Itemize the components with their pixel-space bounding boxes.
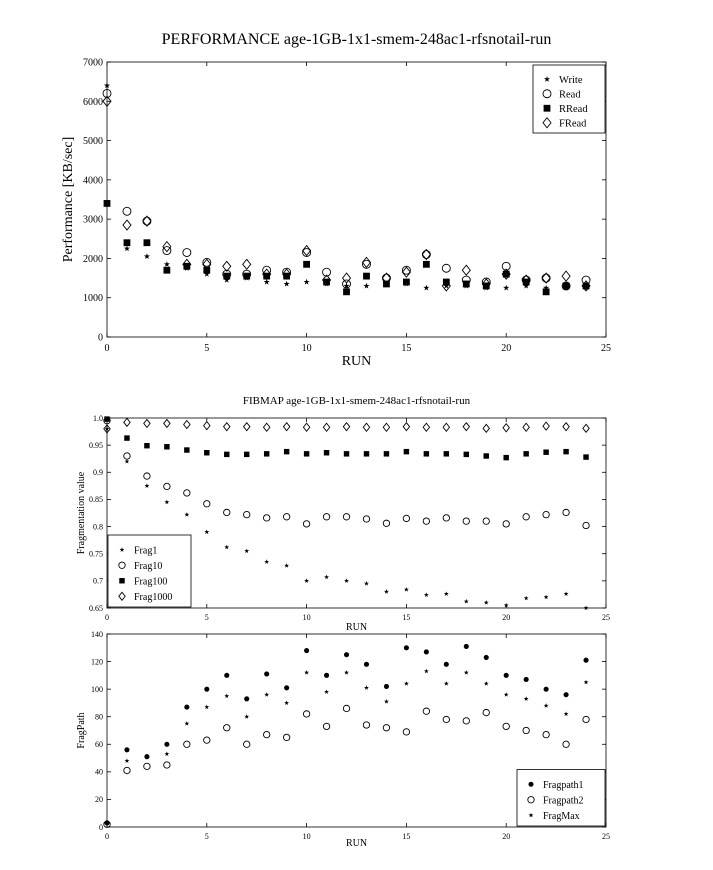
y-tick-label: 100 [91,684,103,694]
data-point [483,424,489,432]
data-point [263,423,269,431]
data-point [463,281,470,288]
data-point [422,251,430,259]
legend-label: RRead [559,103,588,115]
data-point [343,705,349,711]
data-point [464,644,469,649]
data-point [423,423,429,431]
data-point [324,575,329,580]
y-tick-label: 0.75 [89,549,103,559]
data-point [403,729,409,735]
data-point [503,723,509,729]
y-tick-label: 7000 [83,57,103,69]
data-point [483,709,489,715]
data-point [583,658,588,663]
data-point [344,578,349,583]
data-point [323,514,329,520]
chart-1 [61,31,611,369]
data-point [484,655,489,660]
data-point [444,591,449,596]
data-point [404,587,409,592]
data-point [244,511,250,517]
data-point [424,592,429,597]
series-Frag1000 [104,418,589,433]
data-point [464,670,469,675]
data-point [164,500,169,505]
data-point [444,681,449,686]
data-point [224,423,230,431]
data-point [403,279,410,286]
data-point [324,689,329,694]
data-point [503,521,509,527]
data-point [543,288,550,295]
data-point [263,515,269,521]
data-point [303,246,311,256]
data-point [463,518,469,524]
data-point [563,509,569,515]
data-point [184,741,190,747]
x-tick-label: 5 [204,613,209,622]
data-point [543,511,549,517]
series-FragMax [105,669,589,825]
plot-frame [107,62,606,337]
data-point [464,599,469,604]
data-point [404,681,409,686]
data-point [163,267,170,274]
x-tick-label: 0 [105,613,109,622]
data-point [383,725,389,731]
data-point [544,687,549,692]
data-point [204,737,210,743]
y-tick-label: 1.0 [93,413,103,423]
data-point [104,200,111,207]
data-point [443,716,449,722]
data-point [383,281,390,288]
data-point [483,518,489,524]
legend-label: Frag100 [134,576,168,588]
y-axis-label: Fragmentation value [76,471,87,555]
data-point [323,423,329,431]
data-point [543,731,549,737]
data-point [384,589,389,594]
y-tick-label: 1000 [83,293,103,305]
y-tick-label: 0.65 [89,603,103,613]
data-point [364,451,369,456]
x-tick-label: 10 [301,343,312,354]
data-point [424,451,429,456]
series-Fragpath2 [104,705,589,827]
x-tick-label: 10 [302,613,311,622]
data-point [403,515,409,521]
data-point [443,515,449,521]
data-point [543,449,548,454]
data-point [583,716,589,722]
data-point [244,452,249,457]
data-point [484,600,489,605]
data-point [402,267,410,277]
data-point [283,734,289,740]
data-point [363,283,369,289]
y-tick-label: 6000 [83,96,103,108]
data-point [224,673,229,678]
data-point [443,423,449,431]
chart-title: FIBMAP age-1GB-1x1-smem-248ac1-rfsnotail-run [242,395,471,407]
series-Read [103,89,590,289]
data-point [523,514,529,520]
data-point [462,265,470,275]
legend-marker [119,578,124,583]
y-tick-label: 20 [95,795,103,805]
data-point [284,700,289,705]
data-point [563,741,569,747]
data-point [263,731,269,737]
legend-label: Fragpath1 [543,779,584,791]
data-point [504,673,509,678]
data-point [184,705,189,710]
data-point [423,285,429,291]
y-tick-label: 120 [91,657,103,667]
series-Frag10 [104,418,589,529]
data-point [144,239,151,246]
data-point [144,473,150,479]
data-point [284,563,289,568]
data-point [123,220,131,230]
data-point [164,261,170,267]
data-point [184,721,189,726]
data-point [224,452,229,457]
data-point [444,662,449,667]
data-point [283,514,289,520]
data-point [503,424,509,432]
data-point [304,670,309,675]
data-point [363,722,369,728]
y-tick-label: 60 [95,740,103,750]
data-point [324,673,329,678]
data-point [404,449,409,454]
data-point [423,261,430,268]
chart-3 [76,630,610,849]
data-point [564,711,569,716]
data-point [542,274,550,282]
data-point [204,529,209,534]
series-RRead [104,200,590,295]
legend-marker [528,782,533,787]
y-tick-label: 0.9 [93,468,103,478]
data-point [384,451,389,456]
data-point [324,450,329,455]
x-tick-label: 5 [204,832,209,841]
data-point [523,451,528,456]
x-axis-label: RUN [345,838,368,849]
data-point [164,762,170,768]
data-point [484,681,489,686]
chart-2 [76,395,610,633]
x-tick-label: 15 [402,613,411,622]
data-point [363,273,370,280]
data-point [224,509,230,515]
data-point [562,271,570,281]
data-point [124,767,130,773]
data-point [224,725,230,731]
data-point [224,545,229,550]
x-axis-label: RUN [345,622,368,633]
data-point [204,501,210,507]
data-point [244,741,250,747]
y-axis-label: FragPath [76,712,87,749]
data-point [563,423,569,431]
data-point [124,435,129,440]
data-point [343,423,349,431]
data-point [303,521,309,527]
y-tick-label: 0 [99,822,103,832]
data-point [123,207,131,215]
y-tick-label: 5000 [83,136,103,148]
data-point [503,455,508,460]
data-point [383,423,389,431]
data-point [164,742,169,747]
data-point [404,645,409,650]
data-point [303,711,309,717]
data-point [244,696,249,701]
data-point [144,419,150,427]
x-tick-label: 20 [501,343,512,354]
x-tick-label: 0 [105,832,109,841]
data-point [363,423,369,431]
data-point [563,449,568,454]
data-point [304,578,309,583]
data-point [184,490,190,496]
legend-marker [544,105,551,112]
data-point [264,559,269,564]
data-point [284,281,290,287]
y-tick-label: 0.7 [93,576,103,586]
data-point [463,423,469,431]
data-point [364,685,369,690]
data-point [523,423,529,431]
x-tick-label: 5 [204,343,210,354]
data-point [343,514,349,520]
x-tick-label: 25 [602,832,610,841]
data-point [143,216,151,226]
data-point [564,692,569,697]
data-point [503,285,509,291]
data-point [284,685,289,690]
data-point [544,703,549,708]
data-point [284,449,289,454]
data-point [424,669,429,674]
data-point [124,453,130,459]
y-tick-label: 80 [95,712,103,722]
data-point [283,423,289,431]
y-axis-label: Performance [KB/sec] [61,136,76,263]
data-point [444,451,449,456]
data-point [504,692,509,697]
data-point [164,751,169,756]
data-point [143,217,151,225]
y-tick-label: 3000 [83,214,103,226]
x-tick-label: 15 [402,832,411,841]
data-point [484,453,489,458]
data-point [524,696,529,701]
data-point [564,591,569,596]
data-point [584,680,589,685]
series-FRead [103,96,590,291]
data-point [323,723,329,729]
data-point [224,693,229,698]
y-tick-label: 0.85 [89,495,103,505]
series-Write [104,82,589,290]
data-point [264,451,269,456]
data-point [125,758,130,763]
legend-label: FragMax [543,810,580,822]
data-point [204,422,210,430]
data-point [544,595,549,600]
data-point [344,652,349,657]
data-point [303,261,310,268]
data-point [364,581,369,586]
data-point [423,708,429,714]
data-point [183,249,191,257]
data-point [344,670,349,675]
x-tick-label: 10 [302,832,311,841]
data-point [144,253,150,259]
data-point [264,671,269,676]
data-point [204,450,209,455]
y-tick-label: 40 [95,767,103,777]
data-point [344,451,349,456]
legend-label: Write [559,74,583,86]
x-tick-label: 25 [602,613,610,622]
data-point [424,649,429,654]
data-point [383,520,389,526]
data-point [343,288,350,295]
data-point [464,452,469,457]
x-tick-label: 20 [502,832,511,841]
data-point [223,273,230,280]
x-axis-label: RUN [341,354,372,369]
data-point [524,677,529,682]
data-point [124,418,130,426]
legend-label: Frag10 [134,560,163,572]
data-point [124,747,129,752]
y-tick-label: 140 [91,629,103,639]
data-point [463,718,469,724]
data-point [184,512,189,517]
data-point [583,522,589,528]
data-point [244,423,250,431]
data-point [563,283,570,290]
x-tick-label: 15 [401,343,412,354]
data-point [543,422,549,430]
data-point [304,648,309,653]
data-point [144,763,150,769]
data-point [144,483,149,488]
x-tick-label: 20 [502,613,511,622]
data-point [204,705,209,710]
chart-title: PERFORMANCE age-1GB-1x1-smem-248ac1-rfsnotail-run [161,31,552,48]
data-point [364,662,369,667]
data-point [303,423,309,431]
data-point [384,699,389,704]
legend-label: Frag1 [134,545,158,557]
y-tick-label: 0.8 [93,522,103,532]
data-point [362,257,370,267]
x-tick-label: 25 [601,343,611,354]
data-point [243,273,250,280]
data-point [542,273,550,283]
data-point [363,516,369,522]
data-point [244,548,249,553]
y-tick-label: 0 [98,332,103,344]
data-point [304,451,309,456]
data-point [144,443,149,448]
data-point [264,692,269,697]
data-point [164,444,169,449]
data-point [124,239,131,246]
data-point [523,727,529,733]
data-point [584,605,589,610]
data-point [184,421,190,429]
x-tick-label: 0 [104,343,110,354]
data-point [442,264,450,272]
data-point [583,424,589,432]
data-point [104,416,109,421]
data-point [184,447,189,452]
data-point [423,518,429,524]
y-tick-label: 4000 [83,175,103,187]
data-point [164,483,170,489]
data-point [204,687,209,692]
legend-label: Fragpath2 [543,795,584,807]
legend-label: Read [559,89,581,101]
data-point [304,279,310,285]
data-point [403,423,409,431]
data-point [422,250,430,260]
y-tick-label: 0.95 [89,440,103,450]
legend-label: Frag1000 [134,591,173,603]
y-tick-label: 2000 [83,253,103,265]
legend-label: FRead [559,118,587,130]
data-point [524,596,529,601]
data-point [203,267,210,274]
data-point [243,259,251,269]
data-point [164,419,170,427]
data-point [583,454,588,459]
data-point [244,714,249,719]
data-point [384,684,389,689]
data-point [124,245,130,251]
